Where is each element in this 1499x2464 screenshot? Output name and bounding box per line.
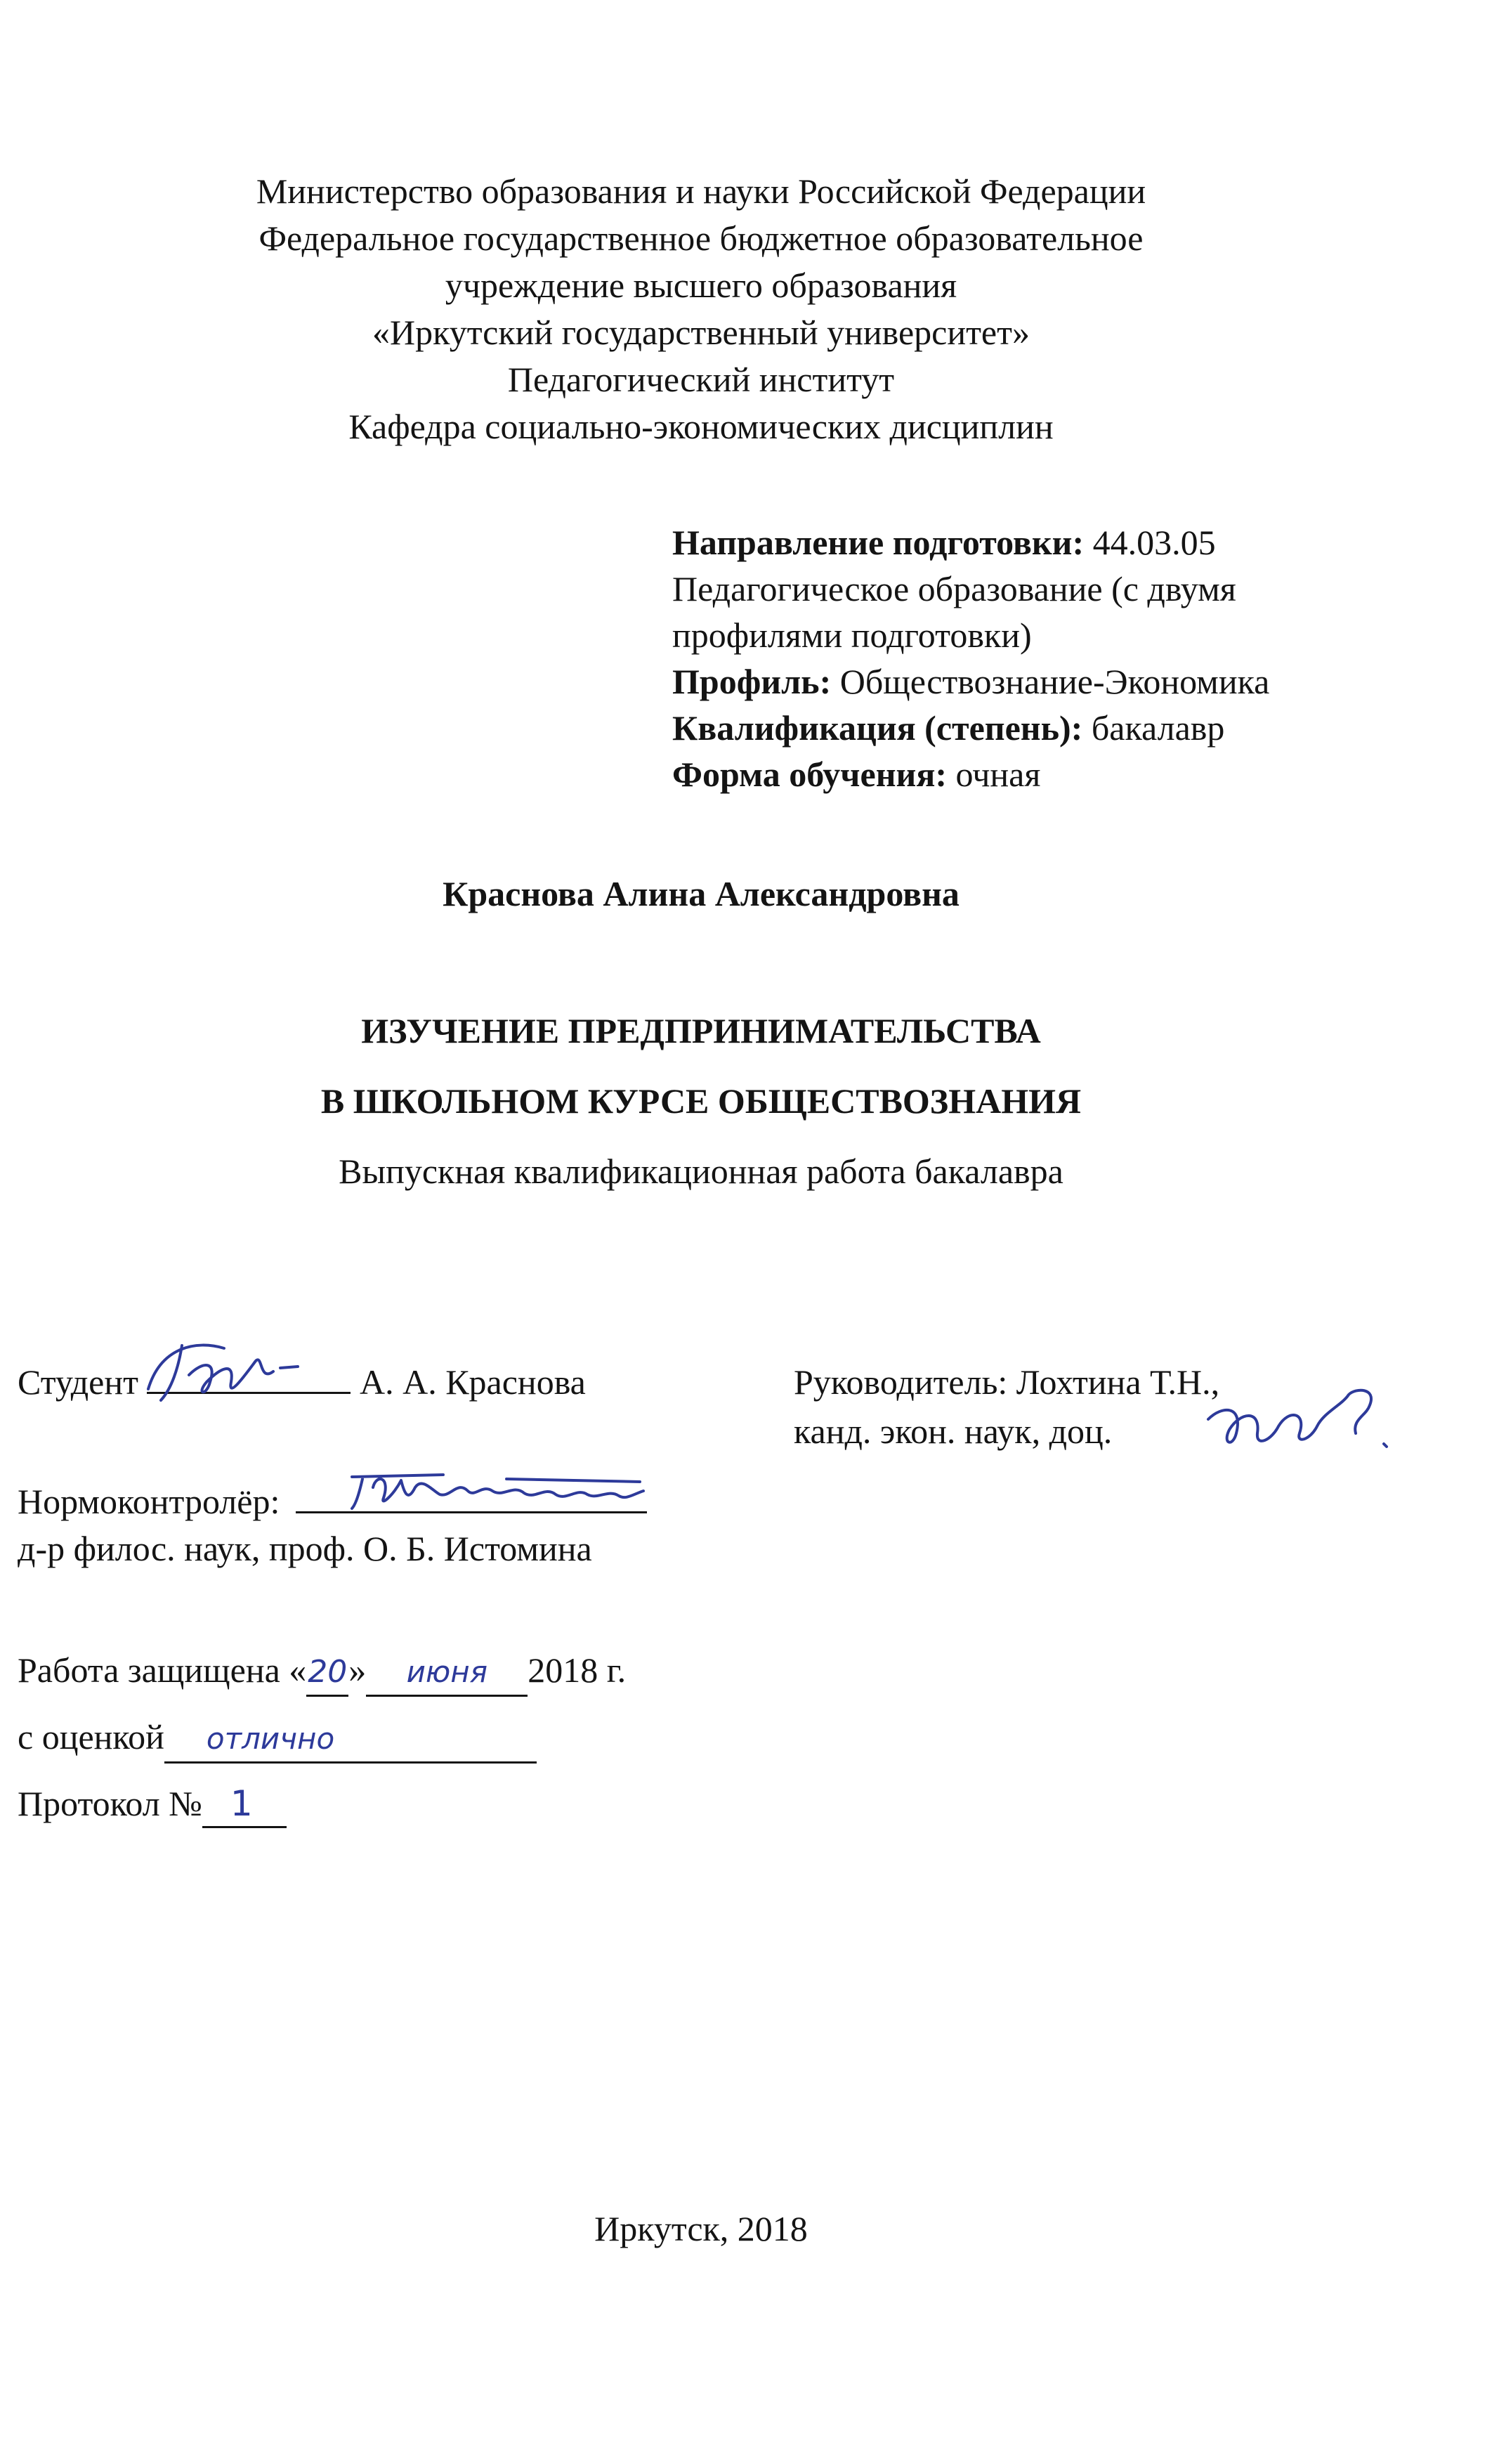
- normcontroller-signature-field: [296, 1480, 647, 1513]
- qualification-line: [672, 705, 1224, 750]
- title-line-1: ИЗУЧЕНИЕ ПРЕДПРИНИМАТЕЛЬСТВА: [361, 1011, 1041, 1050]
- subtitle: Выпускная квалификационная работа бакалавра: [339, 1152, 1063, 1191]
- supervisor-degree: канд. экон. наук, доц.: [794, 1412, 1113, 1451]
- profile-label: Профиль:: [672, 662, 832, 701]
- direction-code: 44.03.05: [1084, 523, 1216, 562]
- footer-city-year: Иркутск, 2018: [594, 2209, 808, 2248]
- normcontroller-signature: [296, 1466, 661, 1523]
- header-institution-type: Федеральное государственное бюджетное образовательное: [258, 219, 1144, 258]
- defense-prefix: Работа защищена «: [18, 1650, 307, 1690]
- form-line: [672, 752, 1040, 797]
- form-value: очная: [947, 755, 1041, 794]
- form-label: Форма обучения:: [672, 755, 948, 794]
- direction-name-1: Педагогическое образование (с двумя: [672, 569, 1236, 608]
- qualification-value: бакалавр: [1082, 708, 1225, 748]
- defense-month: июня: [366, 1650, 528, 1697]
- author-name: Краснова Алина Александровна: [443, 874, 960, 913]
- supervisor-label: Руководитель: Лохтина Т.Н.,: [794, 1362, 1220, 1402]
- student-signature: [140, 1333, 351, 1410]
- normcontroller-label: Нормоконтролёр:: [18, 1482, 280, 1521]
- direction-name-2: профилями подготовки): [672, 615, 1032, 655]
- defense-day: 20: [306, 1650, 348, 1697]
- header-institute: Педагогический институт: [507, 360, 895, 399]
- student-line: [18, 1360, 586, 1404]
- protocol-line: [18, 1781, 287, 1828]
- direction-line: [672, 520, 1216, 565]
- student-signature-field: [147, 1361, 351, 1394]
- title-line-2: В ШКОЛЬНОМ КУРСЕ ОБЩЕСТВОЗНАНИЯ: [320, 1081, 1082, 1121]
- normcontroller-line: [18, 1479, 647, 1524]
- defense-close-quote: »: [348, 1650, 367, 1690]
- protocol-label: Протокол №: [18, 1784, 202, 1823]
- normcontroller-name: д-р филос. наук, проф. О. Б. Истомина: [18, 1529, 592, 1568]
- header-institution-level: учреждение высшего образования: [445, 266, 957, 305]
- profile-value: Обществознание-Экономика: [831, 662, 1270, 701]
- qualification-label: Квалификация (степень):: [672, 708, 1083, 748]
- header-ministry: Министерство образования и науки Российской Федерации: [256, 171, 1146, 211]
- grade-value: отлично: [164, 1716, 537, 1764]
- direction-label: Направление подготовки:: [672, 523, 1085, 562]
- profile-line: [672, 659, 1269, 704]
- student-label: Студент: [18, 1362, 138, 1402]
- supervisor-signature: [1194, 1377, 1412, 1475]
- grade-label-text: с оценкой: [18, 1717, 164, 1756]
- header-university: «Иркутский государственный университет»: [372, 313, 1030, 352]
- defense-line: [18, 1648, 626, 1697]
- grade-line: [18, 1714, 537, 1764]
- defense-year: 2018 г.: [528, 1650, 627, 1690]
- header-department: Кафедра социально-экономических дисциплин: [348, 407, 1054, 446]
- protocol-number: 1: [202, 1781, 287, 1828]
- student-name: А. А. Краснова: [359, 1362, 586, 1402]
